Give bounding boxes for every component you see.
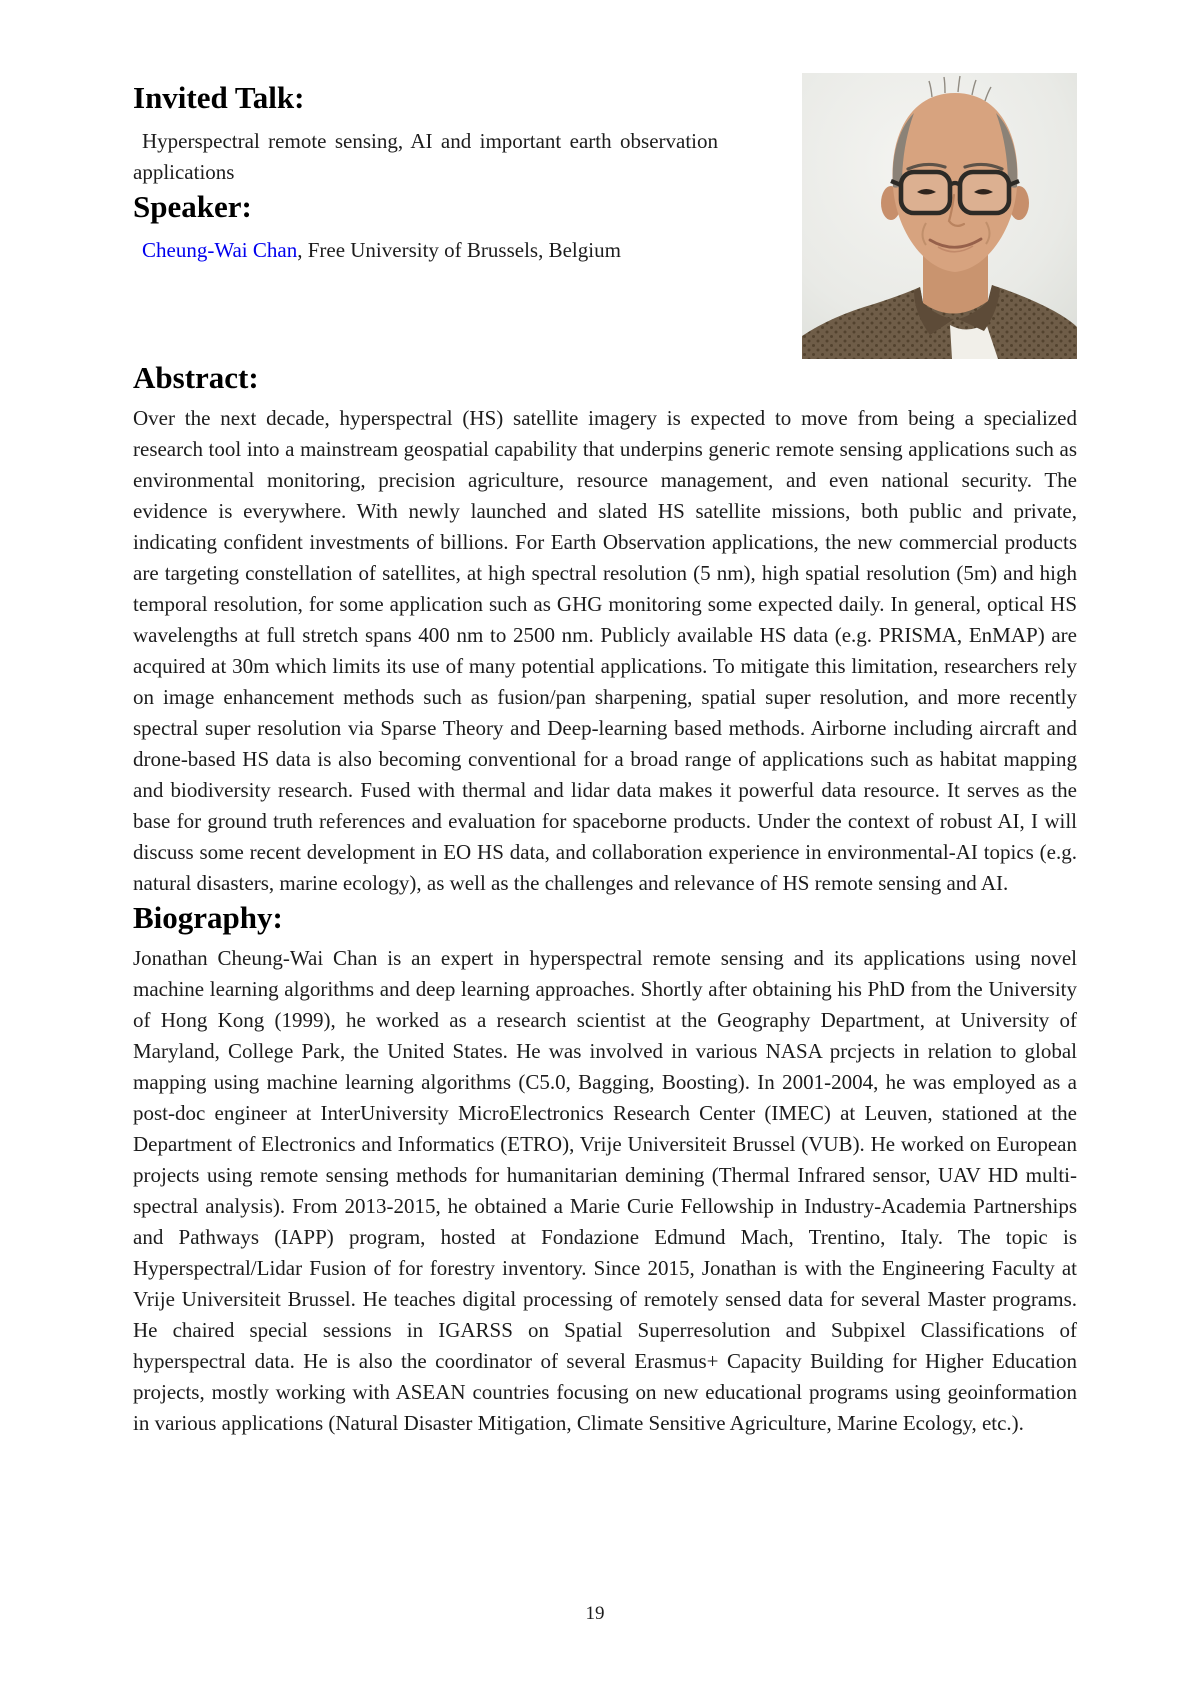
speaker-heading: Speaker: xyxy=(133,189,252,224)
invited-talk-heading: Invited Talk: xyxy=(133,80,305,115)
speaker-photo xyxy=(802,73,1077,359)
talk-info-column xyxy=(133,73,718,266)
abstract-heading: Abstract: xyxy=(133,360,259,395)
speaker-name-link[interactable]: Cheung-Wai Chan xyxy=(142,238,298,262)
page-number: 19 xyxy=(585,1603,605,1624)
speaker-portrait-illustration xyxy=(802,73,1077,359)
biography-text: Jonathan Cheung-Wai Chan is an expert in hyperspectral remote sensing and its applications using novel machine learning algorithms and deep learning approaches. Shortly after obtaining his PhD from the University of Hong Kong (1999), he worked as a research scientist at the Geography Department, at University of Maryland, College Park, the United States. He was involved in various NASA prcjects in relation to global mapping using machine learning algorithms (C5.0, Bagging, Boosting). In 2001-2004, he was employed as a post-doc engineer at InterUniversity MicroElectronics Research Center (IMEC) at Leuven, stationed at the Department of Electronics and Informatics (ETRO), Vrije Universiteit Brussel (VUB). He worked on European projects using remote sensing methods for humanitarian demining (Thermal Infrared sensor, UAV HD multi-spectral analysis). From 2013-2015, he obtained a Marie Curie Fellowship in Industry-Academia Partnerships and Pathways (IAPP) program, hosted at Fondazione Edmund Mach, Trentino, Italy. The topic is Hyperspectral/Lidar Fusion of for forestry inventory. Since 2015, Jonathan is with the Engineering Faculty at Vrije Universiteit Brussel. He teaches digital processing of remotely sensed data for several Master programs. He chaired special sessions in IGARSS on Spatial Superresolution and Subpixel Classifications of hyperspectral data. He is also the coordinator of several Erasmus+ Capacity Building for Higher Education projects, mostly working with ASEAN countries focusing on new educational programs using geoinformation in various applications (Natural Disaster Mitigation, Climate Sensitive Agriculture, Marine Ecology, etc.). xyxy=(133,946,1077,1435)
speaker-affiliation: , Free University of Brussels, Belgium xyxy=(297,238,621,262)
speaker-line xyxy=(133,235,718,266)
talk-title: Hyperspectral remote sensing, AI and important earth observation applications xyxy=(133,129,718,184)
abstract-text: Over the next decade, hyperspectral (HS) satellite imagery is expected to move from being a specialized research tool into a mainstream geospatial capability that underpins generic remote sensing applications such as environmental monitoring, precision agriculture, resource management, and even national security. The evidence is everywhere. With newly launched and slated HS satellite missions, both public and private, indicating confident investments of billions. For Earth Observation applications, the new commercial products are targeting constellation of satellites, at high spectral resolution (5 nm), high spatial resolution (5m) and high temporal resolution, for some application such as GHG monitoring some expected daily. In general, optical HS wavelengths at full stretch spans 400 nm to 2500 nm. Publicly available HS data (e.g. PRISMA, EnMAP) are acquired at 30m which limits its use of many potential applications. To mitigate this limitation, researchers rely on image enhancement methods such as fusion/pan sharpening, spatial super resolution, and more recently spectral super resolution via Sparse Theory and Deep-learning based methods. Airborne including aircraft and drone-based HS data is also becoming conventional for a broad range of applications such as habitat mapping and biodiversity research. Fused with thermal and lidar data makes it powerful data resource. It serves as the base for ground truth references and evaluation for spaceborne products. Under the context of robust AI, I will discuss some recent development in EO HS data, and collaboration experience in environmental-AI topics (e.g. natural disasters, marine ecology), as well as the challenges and relevance of HS remote sensing and AI. xyxy=(133,406,1077,895)
header-section xyxy=(133,73,1077,359)
biography-heading: Biography: xyxy=(133,900,283,935)
